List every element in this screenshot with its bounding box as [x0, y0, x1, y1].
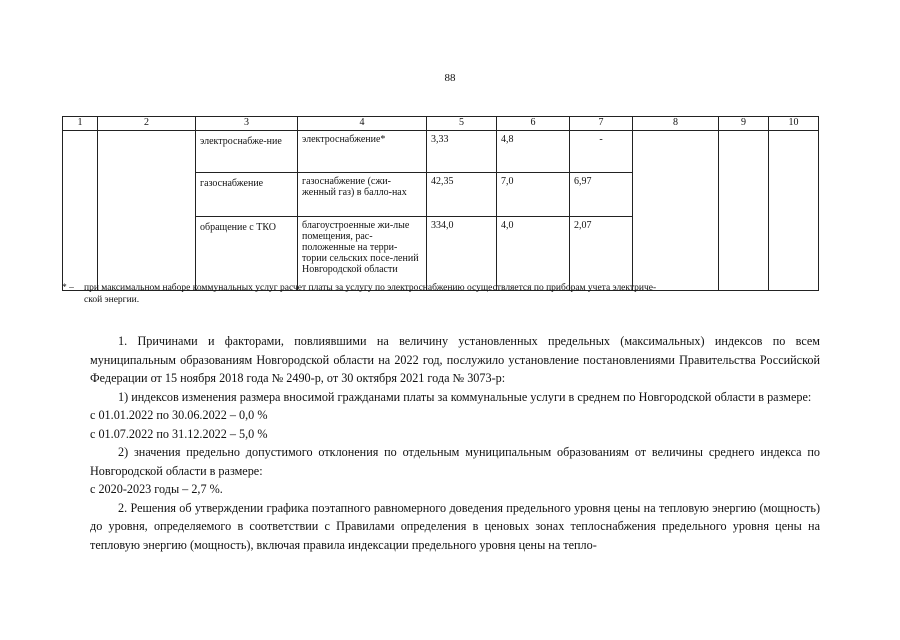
consumer-category-cell: благоустроенные жи-лые помещения, рас-положенные на терри-тории сельских посе-лений Новгородской области: [298, 217, 427, 291]
table-cell-empty: [719, 131, 769, 291]
column-number: 8: [633, 117, 719, 131]
column-number: 1: [63, 117, 98, 131]
document-body: [90, 332, 820, 554]
paragraph: 2) значения предельно допустимого отклонения по отдельным муниципальным образованиям от величины среднего индекса по Новгородской области в размере:: [90, 445, 820, 478]
column-number: 4: [298, 117, 427, 131]
paragraph: с 2020-2023 годы – 2,7 %.: [90, 482, 223, 496]
tariff-table: [62, 116, 819, 291]
column-number: 9: [719, 117, 769, 131]
column-number: 3: [196, 117, 298, 131]
footnote-continuation: ской энергии.: [84, 295, 140, 305]
table-row: [63, 131, 819, 173]
value-cell: 334,0: [427, 217, 497, 291]
table-cell-empty: [63, 131, 98, 291]
service-cell: газоснабжение: [196, 173, 298, 217]
column-number: 10: [769, 117, 819, 131]
consumer-category-cell: газоснабжение (сжи-женный газ) в балло-нах: [298, 173, 427, 217]
footnote-text: при максимальном наборе коммунальных услуг расчет платы за услугу по электроснабжению осуществляется по приборам учета электриче-: [84, 283, 657, 293]
value-cell: 2,07: [570, 217, 633, 291]
column-number: 6: [497, 117, 570, 131]
paragraph: 1) индексов изменения размера вносимой гражданами платы за коммунальные услуги в среднем по Новгородской области в размере:: [118, 389, 812, 404]
service-cell: обращение с ТКО: [196, 217, 298, 291]
column-number: 5: [427, 117, 497, 131]
column-number: 2: [98, 117, 196, 131]
value-cell: 42,35: [427, 173, 497, 217]
value-cell: 3,33: [427, 131, 497, 173]
paragraph: с 01.01.2022 по 30.06.2022 – 0,0 %: [90, 408, 268, 422]
value-cell: 4,8: [497, 131, 570, 173]
column-number: 7: [570, 117, 633, 131]
value-cell: -: [570, 131, 633, 173]
table-cell-empty: [633, 131, 719, 291]
paragraph: с 01.07.2022 по 31.12.2022 – 5,0 %: [90, 426, 268, 441]
value-cell: 4,0: [497, 217, 570, 291]
paragraph: 2. Решения об утверждении графика поэтапного равномерного доведения предельного уровня цены на тепловую энергию (мощность) до уровня, определяемого в соответствии с Правилами определения в ценовых зонах теплоснабжения предельного уровня цены на тепловую энергию (мощность), включая правила индексации предельного уровня цены на тепло-: [90, 500, 820, 552]
paragraph: 1. Причинами и факторами, повлиявшими на величину установленных предельных (максимальных) индексов по всем муниципальным образованиям Новгородской области на 2022 год, послужило установление постановлениями Правительства Российской Федерации от 15 ноября 2018 года № 2490-р, от 30 октября 2021 года № 3073-р:: [90, 334, 820, 385]
page-number: 88: [444, 72, 456, 84]
consumer-category-cell: электроснабжение*: [298, 131, 427, 173]
value-cell: 7,0: [497, 173, 570, 217]
table-header-row: [63, 117, 819, 131]
footnote: [62, 282, 822, 306]
table-cell-empty: [769, 131, 819, 291]
value-cell: 6,97: [570, 173, 633, 217]
footnote-mark: * –: [62, 283, 74, 293]
service-cell: электроснабже-ние: [196, 131, 298, 173]
table-cell-empty: [98, 131, 196, 291]
